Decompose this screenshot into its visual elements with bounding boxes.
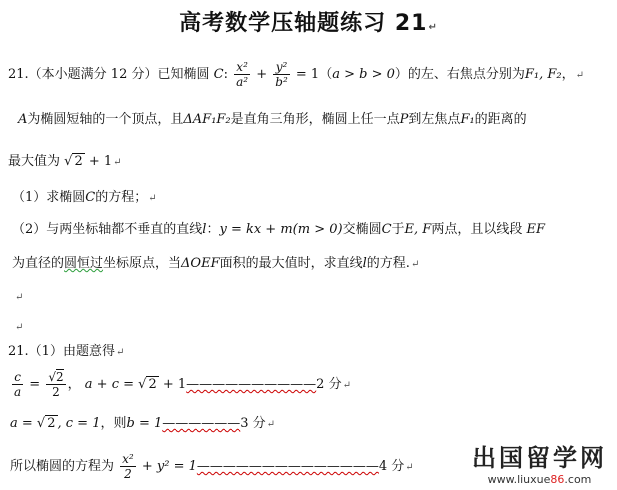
- line-equation: y = kx + m(m > 0): [219, 222, 343, 237]
- question-text: 两点，且以线段: [431, 222, 523, 237]
- triangle-symbol: ΔAF₁F₂: [183, 112, 231, 127]
- return-mark: ↵: [405, 462, 414, 473]
- fraction-denominator: 2: [124, 467, 132, 481]
- fraction-denominator: a²: [236, 75, 249, 89]
- point-a: A: [18, 112, 28, 127]
- return-mark: ↵: [428, 22, 438, 33]
- question-text: 交椭圆: [342, 222, 382, 237]
- blank-return-2: ↵: [15, 322, 24, 333]
- ellipse-symbol: C: [213, 67, 224, 82]
- segment-ef: EF: [526, 222, 545, 237]
- problem-text: 为椭圆短轴的一个顶点，且: [27, 112, 184, 127]
- radicand: 2: [74, 154, 83, 169]
- ellipse-symbol: C: [85, 190, 96, 205]
- question-text: （2）与两坐标轴都不垂直的直线: [12, 222, 203, 237]
- return-mark: ↵: [575, 70, 585, 81]
- fraction-y2-b2: [273, 60, 290, 89]
- question-text: 的方程.: [366, 256, 410, 271]
- fraction-x2-a2: [234, 60, 250, 89]
- fraction-numerator: y²: [273, 60, 290, 75]
- solution-text: 所以椭圆的方程为: [10, 459, 115, 474]
- solution-text: ，则: [100, 416, 127, 431]
- focus-f1: F₁: [460, 112, 475, 127]
- radicand: 2: [56, 370, 64, 384]
- problem-text: ）的左、右焦点分别为: [394, 67, 525, 82]
- points-ef: E, F: [404, 222, 432, 237]
- watermark-title: 出国留学网: [472, 444, 607, 472]
- question-text: 坐标原点，当: [103, 256, 182, 271]
- return-mark: ↵: [113, 157, 122, 168]
- return-mark: ↵: [148, 193, 157, 204]
- page-title: [0, 6, 617, 37]
- fraction-numerator: x²: [122, 452, 134, 466]
- fraction-denominator: 2: [52, 385, 60, 399]
- line-symbol: l: [362, 256, 367, 271]
- question-1: [12, 188, 157, 209]
- dash-line: ——————————: [186, 377, 317, 392]
- problem-line-2: [18, 110, 527, 130]
- solution-line-2: [10, 370, 351, 399]
- blank-return-1: ↵: [15, 292, 24, 303]
- question-text: 为直径的: [12, 256, 65, 271]
- site-watermark: [472, 438, 607, 486]
- problem-text: 的距离的: [474, 112, 527, 127]
- fraction-numerator: x²: [234, 60, 250, 75]
- fraction-x2-2: [120, 452, 136, 481]
- return-mark: ↵: [115, 347, 125, 358]
- triangle-symbol: ΔOEF: [181, 256, 220, 271]
- a-equals: a =: [10, 416, 33, 431]
- equals-sign: =: [29, 377, 41, 392]
- comma: ，: [67, 377, 81, 392]
- foci-symbols: F₁, F₂: [524, 67, 562, 82]
- problem-line-3: [8, 152, 122, 173]
- fraction-denominator: a: [14, 385, 22, 399]
- problem-line-1: [8, 60, 584, 89]
- underlined-text: 圆恒过: [64, 256, 104, 271]
- point-p: P: [399, 112, 409, 127]
- radicand: 2: [47, 416, 56, 431]
- score-label: 2 分: [316, 377, 342, 392]
- title-text: 高考数学压轴题练习 21: [179, 11, 428, 36]
- colon: :: [223, 67, 228, 82]
- fraction-numerator: √2: [48, 370, 64, 384]
- question-2: [12, 220, 545, 240]
- plus-one: + 1: [88, 154, 113, 169]
- sum-expression: a + c =: [84, 377, 135, 392]
- plus-one: + 1: [162, 377, 187, 392]
- url-part: www.liuxue: [487, 473, 551, 486]
- url-suffix: .com: [564, 473, 592, 486]
- radicand: 2: [148, 377, 157, 392]
- dash-line: ——————————————: [196, 459, 379, 474]
- fraction-root2-over-2: [46, 370, 65, 399]
- return-mark: ↵: [266, 419, 276, 430]
- watermark-url: [472, 473, 607, 486]
- c-equals: , c = 1: [57, 416, 101, 431]
- fraction-numerator: c: [12, 370, 23, 385]
- sqrt-expression: √ 2: [64, 154, 83, 169]
- problem-text: 21.（本小题满分 12 分）已知椭圆: [8, 67, 210, 82]
- question-text: 于: [391, 222, 405, 237]
- fraction-denominator: b²: [275, 75, 288, 89]
- solution-text: 21.（1）由题意得: [8, 344, 115, 359]
- question-2-cont: [12, 254, 419, 275]
- question-text: 的方程；: [95, 190, 148, 205]
- solution-line-1: [8, 342, 124, 363]
- sqrt-expression: √ 2: [36, 416, 56, 431]
- score-label: 4 分: [378, 459, 405, 474]
- return-mark: ↵: [342, 380, 351, 391]
- equation-tail: + y² = 1: [141, 459, 197, 474]
- problem-text: 最大值为: [8, 154, 61, 169]
- plus-sign: +: [256, 67, 268, 82]
- fraction-c-a: [12, 370, 23, 399]
- condition: a > b > 0: [332, 67, 395, 82]
- comma: ，: [561, 67, 575, 82]
- score-label: 3 分: [240, 416, 266, 431]
- solution-line-4: [10, 452, 414, 481]
- solution-line-3: [10, 414, 275, 435]
- dash-line: ——————: [162, 416, 241, 431]
- problem-text: 到左焦点: [408, 112, 461, 127]
- colon: ：: [206, 222, 220, 237]
- equals-one: = 1（: [295, 67, 333, 82]
- question-text: （1）求椭圆: [12, 190, 86, 205]
- problem-text: 是直角三角形，椭圆上任一点: [230, 112, 400, 127]
- ellipse-symbol: C: [381, 222, 392, 237]
- sqrt-expression: √ 2: [138, 377, 157, 392]
- return-mark: ↵: [410, 259, 420, 270]
- question-text: 面积的最大值时，求直线: [219, 256, 363, 271]
- url-number: 86: [550, 473, 565, 486]
- b-equals: b = 1: [126, 416, 163, 431]
- line-symbol: l: [202, 222, 207, 237]
